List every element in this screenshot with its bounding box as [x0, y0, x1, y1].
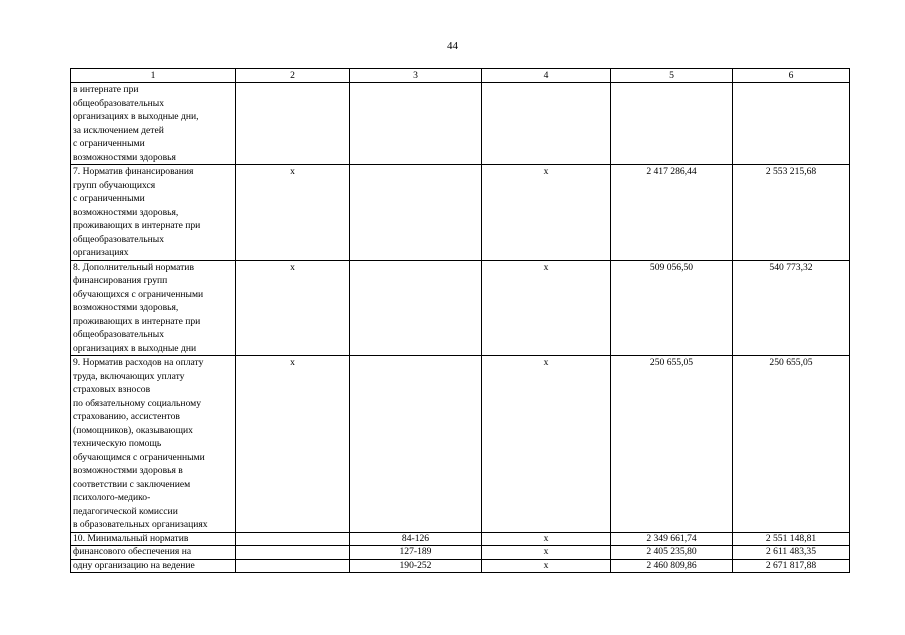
cell-col-5: 2 417 286,44	[611, 165, 733, 261]
normative-table	[70, 68, 850, 573]
cell-col-3: 190-252	[350, 559, 482, 573]
cell-col-2: х	[236, 165, 350, 261]
cell-col-5: 2 460 809,86	[611, 559, 733, 573]
cell-col-4: х	[482, 165, 611, 261]
cell-col-3	[350, 260, 482, 356]
page-number: 44	[447, 40, 458, 52]
cell-col-5	[611, 83, 733, 165]
table-row	[71, 260, 850, 356]
cell-col-2	[236, 532, 350, 546]
cell-col-3: 127-189	[350, 546, 482, 560]
cell-col-5: 509 056,50	[611, 260, 733, 356]
table-row	[71, 532, 850, 546]
cell-col-2: х	[236, 260, 350, 356]
table-row	[71, 559, 850, 573]
cell-col-2: х	[236, 356, 350, 533]
cell-col-3	[350, 165, 482, 261]
row-description: одну организацию на ведение	[71, 559, 236, 573]
header-col-1: 1	[71, 69, 236, 83]
table-row	[71, 165, 850, 261]
cell-col-6: 2 611 483,35	[733, 546, 850, 560]
row-description: 8. Дополнительный норматив финансирования групп обучающихся с ограниченными возможностями здоровья, проживающих в интернате при общеобразовательных организациях в выходные дни	[71, 260, 236, 356]
header-col-3: 3	[350, 69, 482, 83]
header-col-2: 2	[236, 69, 350, 83]
cell-col-3	[350, 83, 482, 165]
header-row	[71, 69, 850, 83]
cell-col-4	[482, 83, 611, 165]
row-description: 7. Норматив финансирования групп обучающихся с ограниченными возможностями здоровья, проживающих в интернате при общеобразовательных организациях	[71, 165, 236, 261]
cell-col-2	[236, 559, 350, 573]
cell-col-2	[236, 546, 350, 560]
row-description: финансового обеспечения на	[71, 546, 236, 560]
cell-col-4: х	[482, 356, 611, 533]
header-col-4: 4	[482, 69, 611, 83]
cell-col-6: 2 551 148,81	[733, 532, 850, 546]
cell-col-3: 84-126	[350, 532, 482, 546]
cell-col-4: х	[482, 559, 611, 573]
cell-col-6: 2 671 817,88	[733, 559, 850, 573]
cell-col-4: х	[482, 532, 611, 546]
cell-col-6	[733, 83, 850, 165]
row-description: 10. Минимальный норматив	[71, 532, 236, 546]
cell-col-5: 250 655,05	[611, 356, 733, 533]
cell-col-2	[236, 83, 350, 165]
table-row	[71, 83, 850, 165]
cell-col-6: 540 773,32	[733, 260, 850, 356]
header-col-5: 5	[611, 69, 733, 83]
table-row	[71, 546, 850, 560]
cell-col-5: 2 405 235,80	[611, 546, 733, 560]
cell-col-4: х	[482, 260, 611, 356]
row-description: 9. Норматив расходов на оплату труда, включающих уплату страховых взносов по обязательному социальному страхованию, ассистентов (помощников), оказывающих техническую помощь обучающимся с ограниченными возможностями здоровья в соответствии с заключением психолого-медико- педагогической комиссии в образовательных организациях	[71, 356, 236, 533]
cell-col-6: 250 655,05	[733, 356, 850, 533]
header-col-6: 6	[733, 69, 850, 83]
cell-col-5: 2 349 661,74	[611, 532, 733, 546]
cell-col-6: 2 553 215,68	[733, 165, 850, 261]
cell-col-3	[350, 356, 482, 533]
row-description: в интернате при общеобразовательных организациях в выходные дни, за исключением детей с ограниченными возможностями здоровья	[71, 83, 236, 165]
table-row	[71, 356, 850, 533]
cell-col-4: х	[482, 546, 611, 560]
